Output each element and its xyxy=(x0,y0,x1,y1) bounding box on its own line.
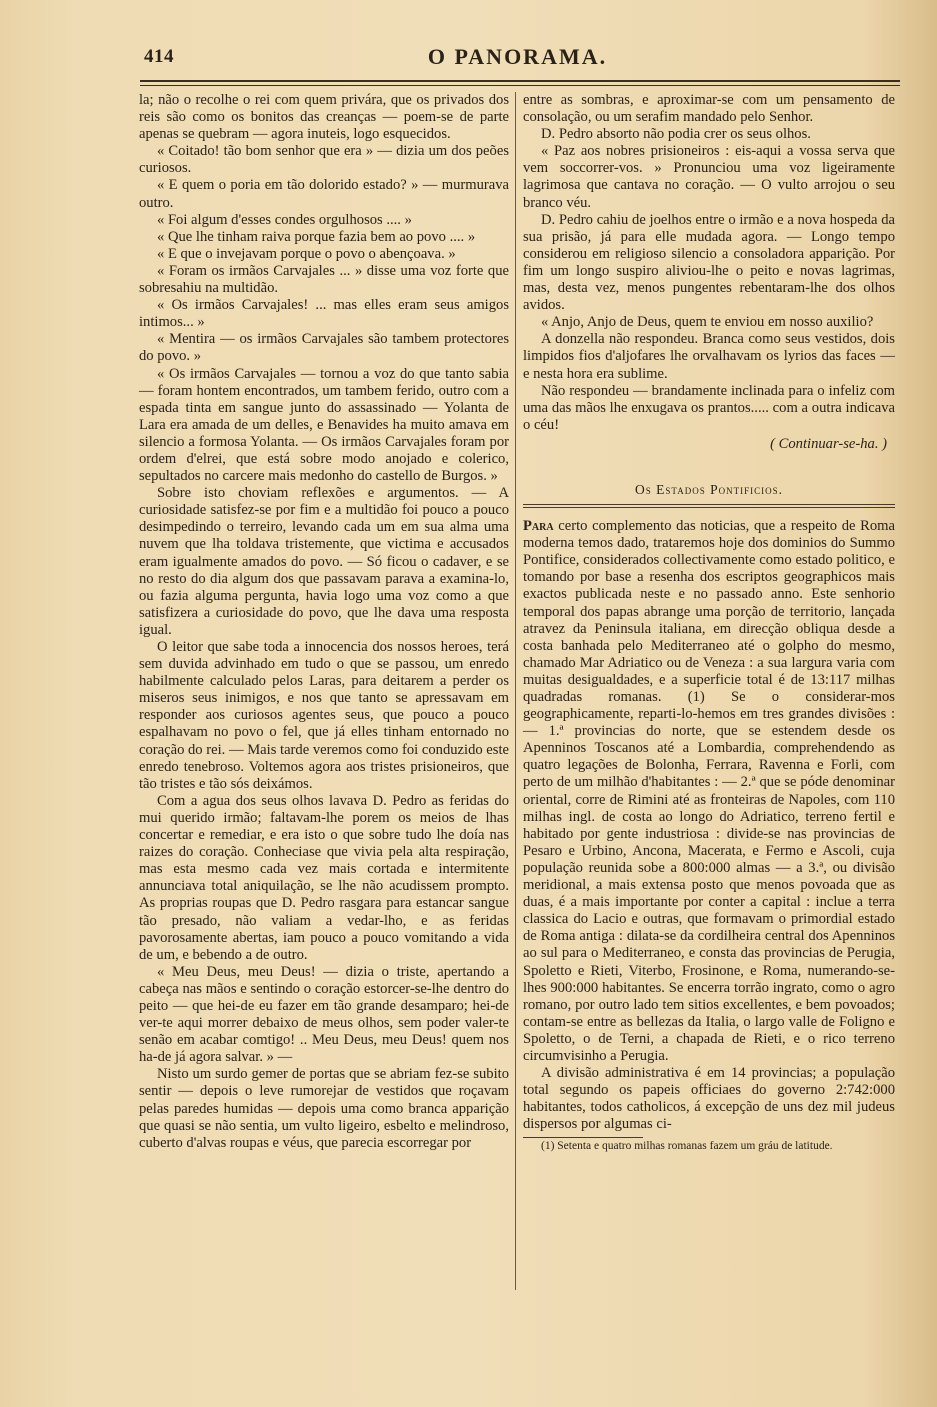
paragraph: « Anjo, Anjo de Deus, quem te enviou em nosso auxilio? xyxy=(541,314,874,331)
paragraph: « Meu Deus, meu Deus! — dizia o triste, apertando a cabeça nas mãos e sentindo o coração estorcer-se-lhe dentro do peito — que hei-de eu fazer em tão grande desamparo; hei-de ver-te aqui morrer debaixo de meus olhos, sem poder valer-te senão em acabar comtigo! .. Meu Deus, meu Deus! quem nos ha-de já agora salvar. » — xyxy=(139,963,509,1066)
paragraph: D. Pedro absorto não podia crer os seus olhos. xyxy=(541,126,811,143)
paragraph: Não respondeu — brandamente inclinada para o infeliz com uma das mãos lhe enxugava os prantos..... com a outra indicava o céu! xyxy=(523,382,895,433)
paragraph: « Mentira — os irmãos Carvajales são tambem protectores do povo. » xyxy=(139,331,509,365)
section-title: Os Estados Pontificios. xyxy=(635,481,783,497)
paragraph: « Coitado! tão bom senhor que era » — dizia um dos peões curiosos. xyxy=(139,143,509,177)
footnote: (1) Setenta e quatro milhas romanas fazem um gráu de latitude. xyxy=(541,1140,833,1153)
paragraph: « E quem o poria em tão dolorido estado? » — murmurava outro. xyxy=(139,177,509,211)
right-column xyxy=(523,92,895,1154)
paragraph: « Que lhe tinham raiva porque fazia bem ao povo .... » xyxy=(157,228,476,245)
column-divider xyxy=(515,92,516,1290)
header-rule xyxy=(140,80,900,86)
continuation-note: ( Continuar-se-ha. ) xyxy=(770,435,887,452)
paragraph: Sobre isto choviam reflexões e argumentos. — A curiosidade satisfez-se por fim e a multidão foi pouco a pouco desimpedindo o terreiro, levando cada um em sua alma uma nuvem que lha toldava tristemente, que victima e accusados eram igualmente amados do povo. — Só ficou o cadaver, e se no resto do dia algum dos que passavam parava a examina-lo, ou fazia alguma pergunta, havia logo uma voz como a que satisfizera a curiosidade do povo, que lhe dava uma resposta igual. xyxy=(139,485,509,638)
paragraph: « Paz aos nobres prisioneiros : eis-aqui a vossa serva que vem soccorrer-vos. » Pronunciou uma voz ligeiramente lagrimosa que cantava no coração. — O vulto arrojou o seu branco véu. xyxy=(523,143,895,211)
left-column xyxy=(139,92,509,1152)
paragraph: « Os irmãos Carvajales! ... mas elles eram seus amigos intimos... » xyxy=(139,297,509,331)
paragraph: Com a agua dos seus olhos lavava D. Pedro as feridas do mui querido irmão; faltavam-lhe porem os meios de lhas concertar e remediar, e era isto o que sobre tudo lhe doía nas raizes do coração. Conheciase que vivia pela alta respiração, mas esta mesmo cada vez mais cortada e intermitente annunciava total aniquilação, se lhe não acudissem prompto. As proprias roupas que D. Pedro rasgara para estancar sangue tão presado, não valiam a vedar-lho, e as feridas pavorosamente abertas, iam pouco a pouco vomitando a vida de um, e bebendo a de outro. xyxy=(139,792,509,963)
paragraph: O leitor que sabe toda a innocencia dos nossos heroes, terá sem duvida advinhado em tudo o que se passou, um enredo habilmente calculado pelos Laras, para deitarem a perder os miseros seus inimigos, e nos que tanto se apressavam em responder aos curiosos agentes seus, que pouco a pouco espalhavam no povo o fel, que já elles tinham entornado no coração do rei. — Mais tarde veremos como foi conduzido este enredo tenebroso. Voltemos agora aos tristes prisioneiros, que tão tristes e tão sós deixámos. xyxy=(139,639,509,792)
section-lead-word: Para xyxy=(523,518,554,535)
paragraph: « E que o invejavam porque o povo o abençoava. » xyxy=(157,245,456,262)
paragraph: D. Pedro cahiu de joelhos entre o irmão e a nova hospeda da sua prisão, já para elle mudada agora. — Longo tempo considerou em religioso silencio a consoladora apparição. Por fim um longo suspiro aliviou-lhe o peito e novas lagrimas, mas, desta vez, menos pungentes rebentaram-lhe dos olhos avidos. xyxy=(523,211,895,314)
footnote-rule xyxy=(523,1137,643,1138)
paragraph: A donzella não respondeu. Branca como seus vestidos, dois limpidos fios d'aljofares lhe orvalhavam os lyrios das faces — e nesta hora era sublime. xyxy=(523,331,895,382)
paragraph: la; não o recolhe o rei com quem privára, que os privados dos reis são como os bonitos das creanças — poem-se de parte apenas se quebram — agora inuteis, logo esquecidos. xyxy=(139,92,509,143)
paragraph: Nisto um surdo gemer de portas que se abriam fez-se subito sentir — depois o leve rumorejar de vestidos que roçavam pelas paredes humidas — depois uma como branca apparição que quasi se não sentia, um vulto ligeiro, esbelto e melindroso, cuberto d'alvas roupas e véus, que parecia escorregar por xyxy=(139,1066,509,1151)
paragraph: « Foi algum d'esses condes orgulhosos .... » xyxy=(157,211,412,228)
section-separator xyxy=(523,504,895,508)
page-header xyxy=(140,44,895,74)
section-paragraph xyxy=(523,518,895,1065)
paragraph: « Os irmãos Carvajales — tornou a voz do que tanto sabia — foram hontem encontrados, um tambem ferido, outro com a espada tinta em sangue junto do assassinado — Yolanta de Lara era amada de um delles, e Benavides ha muito amava em silencio a formosa Yolanta. — Os irmãos Carvajales foram por ordem d'elrei, que está sobre modo anojado e colerico, sepultados no carcere mais medonho do castello de Burgos. » xyxy=(139,365,509,485)
section-paragraph: A divisão administrativa é em 14 provincias; a população total segundo os papeis officiaes do governo 2:742:000 habitantes, todos catholicos, á excepção de uns dez mil judeus dispersos por algumas ci- xyxy=(523,1065,895,1133)
page-number: 414 xyxy=(144,46,174,67)
running-title: O PANORAMA. xyxy=(427,44,608,69)
paragraph: entre as sombras, e aproximar-se com um pensamento de consolação, ou um serafim mandado pelo Senhor. xyxy=(523,92,895,126)
section-paragraph-text: certo complemento das noticias, que a respeito de Roma moderna temos dado, trataremos hoje dos dominios do Summo Pontifice, considerados collectivamente como estado politico, e tomando por base a resenha dos escriptos geographicos mais exactos publicada neste e no passado anno. Este senhorio temporal dos papas abrange uma porção de territorio, lançada atravez da Peninsula italiana, em direcção obliqua desde a costa banhada pelo Mediterraneo até o golpho do mesmo, chamado Mar Adriatico ou de Veneza : a sua largura varia com muitas desigualdades, e a superficie total é de 13:117 milhas quadradas romanas. (1) Se o considerar-mos geographicamente, reparti-lo-hemos em tres grandes divisões : — 1.ª provincias do norte, que se estendem desde os Apenninos Toscanos até a Lombardia, comprehendendo as quatro legações de Bolonha, Ferrara, Ravenna e Forli, com perto de um milhão d'habitantes : — 2.ª que se póde denominar oriental, corre de Rimini até as fronteiras de Napoles, com 110 milhas ingl. de costa ao longo do Adriatico, terreno fertil e habitado por gente industriosa : divide-se nas provincias de Pesaro e Urbino, Ancona, Macerata, e Fermo e Ascoli, cuja população reunida sobe a 800:000 almas — a 3.ª, ou divisão meridional, a mais extensa posto que menos povoada que as duas, é a mais importante por conter a capital : inclue a terra classica do Lacio e outras, que formavam o primordial estado de Roma antiga : dilata-se da cordilheira central dos Apenninos ao sul para o Mediterraneo, e consta das provincias de Perugia, Spoletto e Rieti, Viterbo, Frosinone, e Roma, numerando-se-lhes 900:000 habitantes. Se encerra torrão ingrato, como o agro romano, por outro lado tem sitios excellentes, e bem povoados; contam-se entre as bellezas da Italia, o largo valle de Foligno e Spoletto, o de Terni, a chapada de Rieti, e o rico terreno circumvisinho a Perugia. xyxy=(523,518,895,1064)
paragraph: « Foram os irmãos Carvajales ... » disse uma voz forte que sobresahiu na multidão. xyxy=(139,262,509,297)
